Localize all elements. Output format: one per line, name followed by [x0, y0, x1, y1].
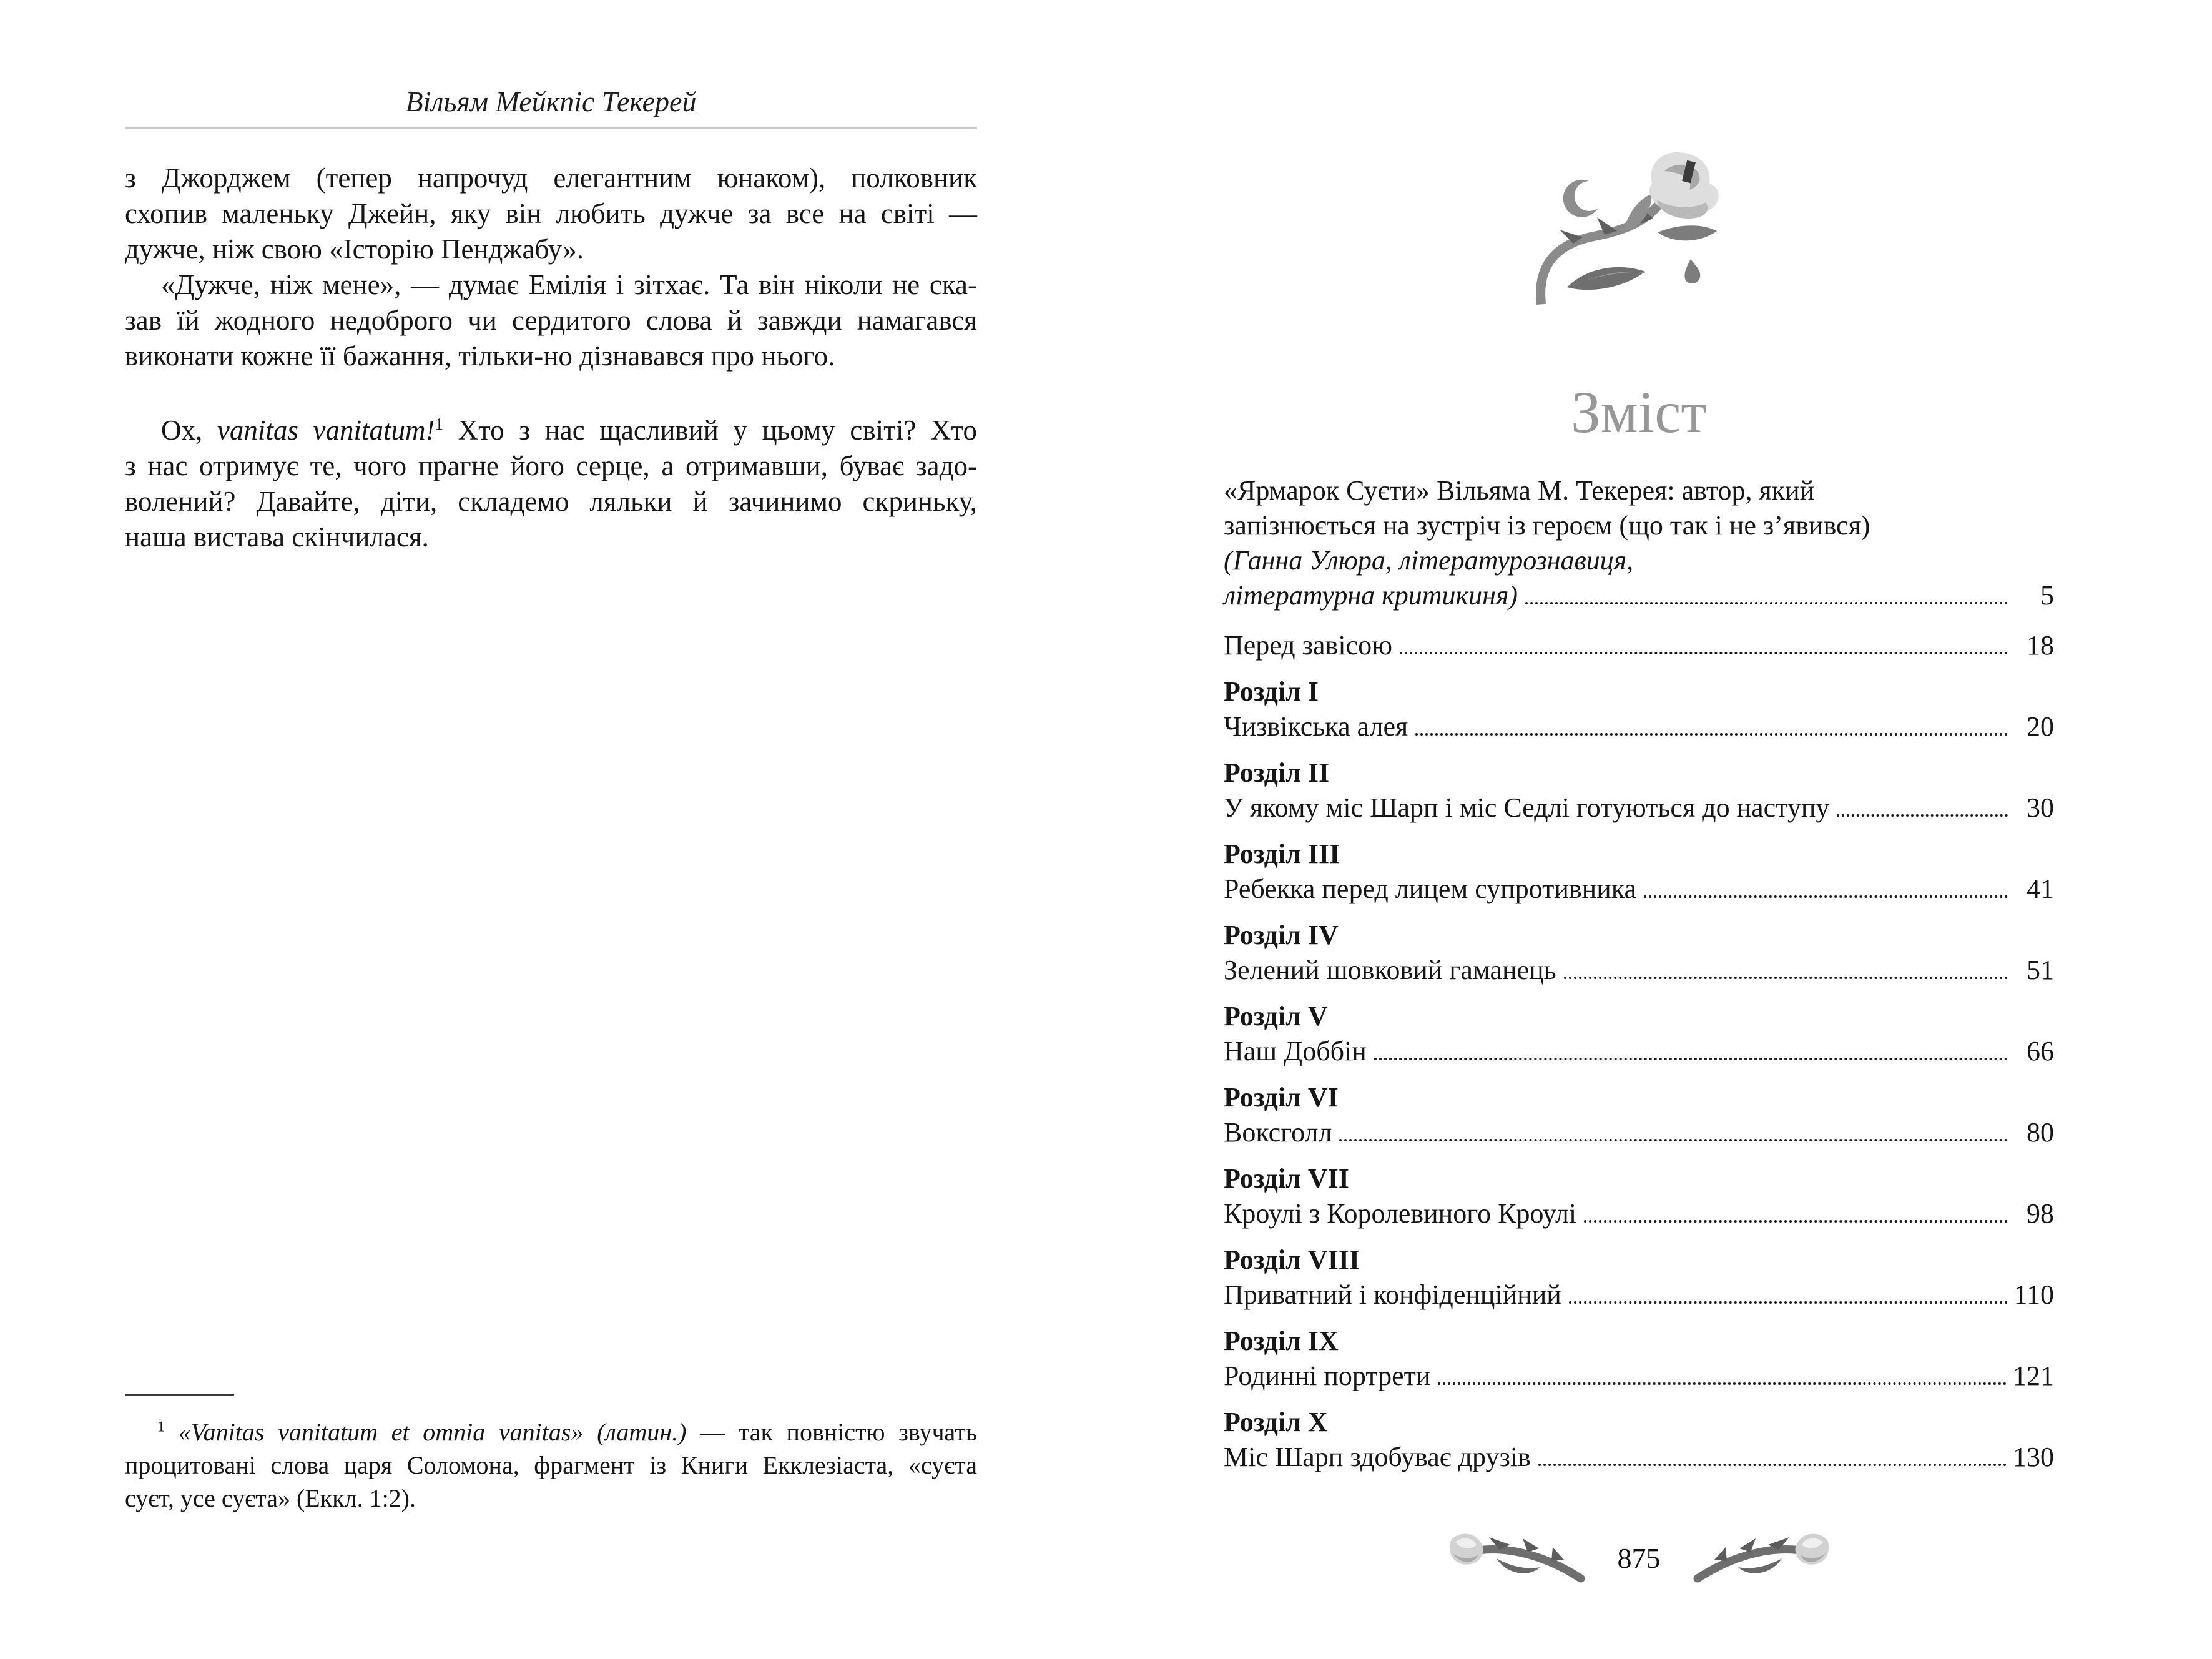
- toc-entry-title: Ребекка перед лицем супротивника: [1224, 874, 1637, 904]
- toc-chapter-heading: Розділ VI: [1224, 1082, 1339, 1113]
- dot-leader: [1569, 1301, 2008, 1304]
- toc-entry: [1224, 1034, 2054, 1069]
- body-line: зав їй жодного недоброго чи сердитого слова й завжди намагався: [125, 305, 977, 336]
- toc-entry: [1224, 1115, 2054, 1150]
- dot-leader: [1438, 1382, 2007, 1385]
- toc-chapter-heading: Розділ VII: [1224, 1163, 1349, 1194]
- toc-entry: [1224, 790, 2054, 825]
- toc-intro-line: «Ярмарок Суєти» Вільяма М. Текерея: автор, який: [1224, 475, 1815, 506]
- body-text: [125, 160, 977, 555]
- body-line: волений? Давайте, діти, складемо ляльки й зачинимо скриньку,: [125, 486, 977, 517]
- body-line: дужче, ніж свою «Історію Пенджабу».: [125, 234, 584, 265]
- dot-leader: [1644, 895, 2008, 898]
- toc-chapter: [1224, 1405, 2054, 1475]
- toc-entry-title: Родинні портрети: [1224, 1361, 1431, 1391]
- body-line: наша вистава скінчилася.: [125, 521, 429, 553]
- footnote-line: суєт, усе суєта» (Еккл. 1:2).: [125, 1484, 416, 1512]
- toc-entry-title: У якому міс Шарп і міс Седлі готуються до наступу: [1224, 792, 1830, 823]
- toc-chapter: [1224, 1243, 2054, 1312]
- toc-entry-page: 41: [2027, 874, 2054, 904]
- dot-leader: [1374, 1058, 2008, 1060]
- footnote-number: 1: [157, 1419, 165, 1435]
- rose-sprig-left-icon: [1440, 1529, 1596, 1588]
- toc-entry-title: Кроулі з Королевиного Кроулі: [1224, 1198, 1577, 1229]
- toc-entry: [1224, 709, 2054, 744]
- page-footer: [1224, 1529, 2054, 1588]
- rose-moon-teardrop-ornament-icon: [1530, 144, 1748, 309]
- toc-entry-page: 18: [2027, 630, 2054, 661]
- latin-phrase: «Vanitas vanitatum et omnia vanitas» (латин.): [178, 1418, 687, 1446]
- toc-entry: [1224, 953, 2054, 988]
- toc-entry-page: 130: [2013, 1442, 2054, 1472]
- toc-chapter-heading: Розділ V: [1224, 1001, 1328, 1031]
- text-run: Ох,: [161, 415, 217, 446]
- dot-leader: [1584, 1220, 2008, 1223]
- toc-chapter: [1224, 1080, 2054, 1150]
- page-number: 875: [1617, 1542, 1661, 1574]
- footnote: [125, 1394, 977, 1515]
- toc-chapter-heading: Розділ III: [1224, 839, 1340, 869]
- table-of-contents: [1224, 473, 2054, 1475]
- toc-entry: [1224, 1277, 2054, 1312]
- toc-chapter: [1224, 1324, 2054, 1394]
- dot-leader: [1525, 602, 2008, 604]
- toc-chapter-heading: Розділ X: [1224, 1407, 1328, 1437]
- toc-entry-title: Зелений шовковий гаманець: [1224, 955, 1556, 985]
- body-line: схопив маленьку Джейн, яку він любить дужче за все на світі —: [125, 198, 977, 229]
- toc-entry-title: Воксголл: [1224, 1117, 1332, 1148]
- toc-entry-page: 98: [2027, 1198, 2054, 1229]
- toc-entry-title: Міс Шарп здобуває друзів: [1224, 1442, 1531, 1472]
- toc-entry: [1224, 872, 2054, 907]
- toc-chapter: [1224, 1161, 2054, 1231]
- toc-chapter-heading: Розділ VIII: [1224, 1244, 1360, 1275]
- toc-entry-title: літературна критикиня): [1224, 580, 1518, 611]
- toc-entry-title: Приватний і конфіденційний: [1224, 1279, 1561, 1310]
- right-page: [1224, 144, 2054, 1475]
- dot-leader: [1339, 1139, 2008, 1141]
- toc-entry-title: Перед завісою: [1224, 630, 1392, 661]
- latin-phrase: vanitas vanitatum!: [217, 415, 435, 446]
- header-rule: [125, 127, 977, 129]
- toc-chapter: [1224, 756, 2054, 825]
- toc-chapter: [1224, 918, 2054, 988]
- dot-leader: [1837, 814, 2008, 817]
- toc-intro-line-italic: (Ганна Улюра, літературознавиця,: [1224, 545, 1634, 576]
- toc-chapter: [1224, 674, 2054, 744]
- toc-entry: [1224, 1359, 2054, 1394]
- dot-leader: [1400, 652, 2008, 654]
- dot-leader: [1415, 733, 2008, 736]
- toc-entry-title: Наш Доббін: [1224, 1036, 1367, 1066]
- footnote-line: процитовані слова царя Соломона, фрагмент із Книги Екклезіаста, «суєта: [125, 1451, 977, 1479]
- toc-entry-page: 80: [2027, 1117, 2054, 1148]
- text-run: Хто з нас щасливий у цьому світі? Хто: [443, 415, 977, 446]
- toc-entry-page: 20: [2027, 711, 2054, 742]
- footnote-reference: 1: [435, 415, 443, 433]
- text-run: — так повністю звучать: [686, 1418, 977, 1446]
- toc-entry-title: Чизвікська алея: [1224, 711, 1408, 742]
- body-line: [125, 413, 977, 448]
- toc-entry-page: 51: [2027, 955, 2054, 985]
- rose-sprig-right-icon: [1682, 1529, 1838, 1588]
- toc-entry-page: 66: [2027, 1036, 2054, 1066]
- body-line: виконати кожне її бажання, тільки-но дізнавався про нього.: [125, 340, 835, 372]
- footnote-line: [125, 1415, 977, 1449]
- toc-entry: [1224, 578, 2054, 613]
- toc-entry: [1224, 1440, 2054, 1475]
- toc-chapter: [1224, 999, 2054, 1069]
- left-page: [125, 87, 977, 555]
- toc-entry-page: 121: [2013, 1361, 2054, 1391]
- dot-leader: [1564, 977, 2008, 979]
- toc-entry-page: 5: [2040, 580, 2054, 611]
- toc-chapter-heading: Розділ II: [1224, 757, 1330, 788]
- running-head: Вільям Мейкпіс Текерей: [405, 86, 697, 117]
- body-line: з Джорджем (тепер напрочуд елегантним юнаком), полковник: [125, 162, 977, 194]
- toc-entry-page: 30: [2027, 792, 2054, 823]
- toc-chapter-heading: Розділ IX: [1224, 1326, 1339, 1356]
- toc-chapter-heading: Розділ IV: [1224, 920, 1339, 950]
- toc-entry: [1224, 1196, 2054, 1231]
- toc-intro-line: запізнюється на зустріч із героєм (що так і не з’явився): [1224, 510, 1870, 541]
- body-line: «Дужче, ніж мене», — думає Емілія і зітхає. Та він ніколи не ска-: [161, 269, 977, 300]
- toc-entry-page: 110: [2013, 1279, 2054, 1310]
- toc-chapter: [1224, 837, 2054, 907]
- toc-chapter-heading: Розділ I: [1224, 676, 1319, 707]
- body-line: з нас отримує те, чого прагне його серце, а отримавши, буває задо-: [125, 450, 977, 481]
- footnote-rule: [125, 1394, 234, 1396]
- dot-leader: [1538, 1464, 2007, 1466]
- contents-title: Зміст: [1571, 379, 1707, 445]
- toc-intro-entry: [1224, 473, 2054, 613]
- toc-entry: [1224, 628, 2054, 663]
